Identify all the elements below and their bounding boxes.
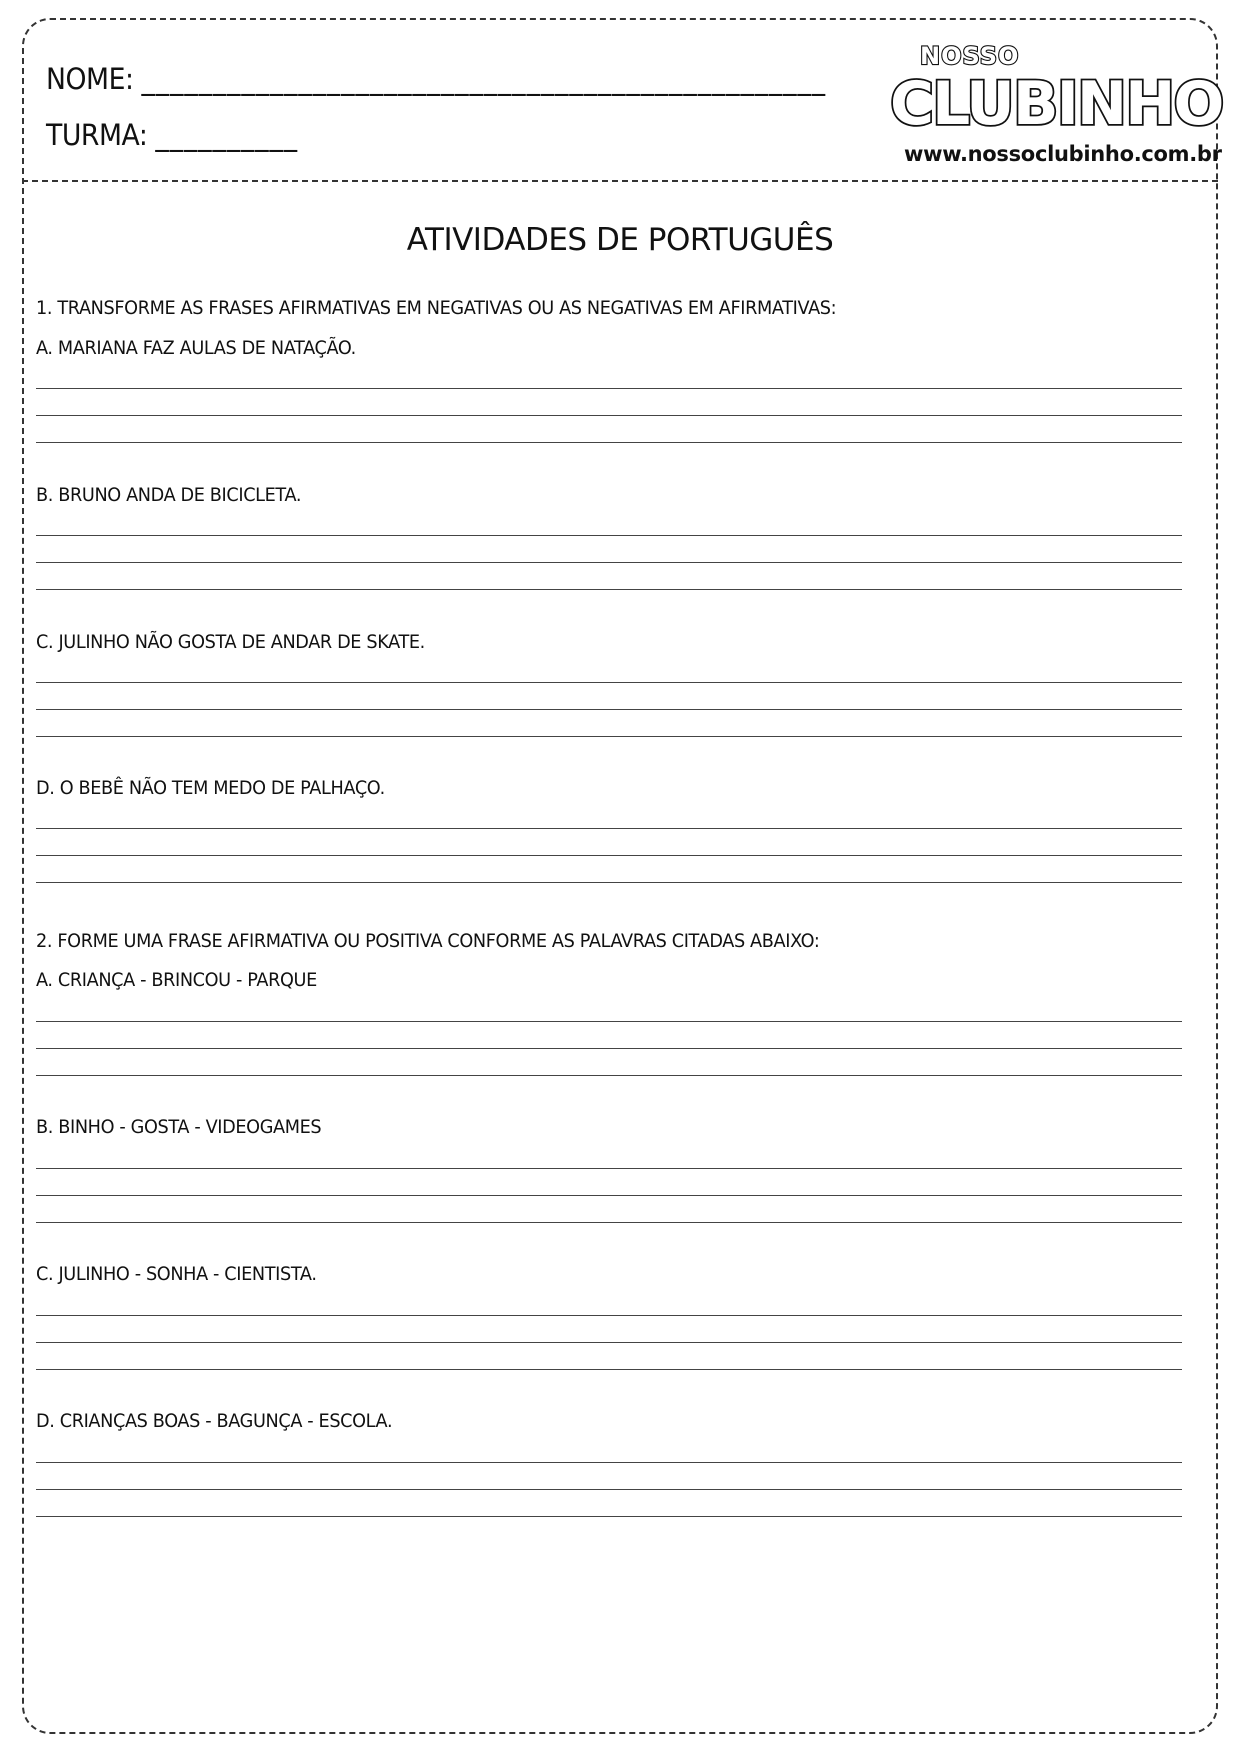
answer-line[interactable] (36, 562, 1182, 563)
name-label: NOME: (46, 62, 134, 96)
section1-instruction: 1. TRANSFORME AS FRASES AFIRMATIVAS EM NEGATIVAS OU AS NEGATIVAS EM AFIRMATIVAS: (36, 297, 837, 319)
answer-line[interactable] (36, 1222, 1182, 1223)
section2-item-a: A. CRIANÇA - BRINCOU - PARQUE (36, 969, 317, 991)
answer-line[interactable] (36, 709, 1182, 710)
section2-item-c: C. JULINHO - SONHA - CIENTISTA. (36, 1263, 317, 1285)
section1-item-b: B. BRUNO ANDA DE BICICLETA. (36, 484, 302, 506)
answer-line[interactable] (36, 1342, 1182, 1343)
section1-item-d: D. O BEBÊ NÃO TEM MEDO DE PALHAÇO. (36, 777, 385, 799)
answer-line[interactable] (36, 1369, 1182, 1370)
name-blank[interactable]: ________________________________________________ (141, 62, 827, 96)
answer-line[interactable] (36, 1489, 1182, 1490)
answer-line[interactable] (36, 736, 1182, 737)
nosso-clubinho-logo (880, 36, 1223, 146)
answer-line[interactable] (36, 1315, 1182, 1316)
logo-main-text: CLUBINHO (890, 69, 1223, 139)
answer-line[interactable] (36, 855, 1182, 856)
answer-line[interactable] (36, 682, 1182, 683)
section2-instruction: 2. FORME UMA FRASE AFIRMATIVA OU POSITIVA CONFORME AS PALAVRAS CITADAS ABAIXO: (36, 930, 820, 952)
answer-line[interactable] (36, 535, 1182, 536)
answer-line[interactable] (36, 415, 1182, 416)
class-field[interactable] (46, 118, 298, 152)
worksheet-border (22, 18, 1218, 1734)
class-label: TURMA: (46, 118, 148, 152)
answer-line[interactable] (36, 1168, 1182, 1169)
website-url[interactable]: www.nossoclubinho.com.br (904, 142, 1222, 166)
answer-line[interactable] (36, 1075, 1182, 1076)
answer-line[interactable] (36, 1021, 1182, 1022)
answer-line[interactable] (36, 1462, 1182, 1463)
page-title: ATIVIDADES DE PORTUGUÊS (406, 222, 834, 258)
class-blank[interactable]: __________ (155, 118, 299, 152)
answer-line[interactable] (36, 828, 1182, 829)
header-divider (22, 180, 1218, 182)
section2-item-d: D. CRIANÇAS BOAS - BAGUNÇA - ESCOLA. (36, 1410, 393, 1432)
answer-line[interactable] (36, 442, 1182, 443)
answer-line[interactable] (36, 1195, 1182, 1196)
section1-item-c: C. JULINHO NÃO GOSTA DE ANDAR DE SKATE. (36, 631, 425, 653)
section1-item-a: A. MARIANA FAZ AULAS DE NATAÇÃO. (36, 337, 356, 359)
section2-item-b: B. BINHO - GOSTA - VIDEOGAMES (36, 1116, 322, 1138)
logo-top-text: NOSSO (920, 42, 1020, 70)
answer-line[interactable] (36, 1048, 1182, 1049)
answer-line[interactable] (36, 1516, 1182, 1517)
answer-line[interactable] (36, 388, 1182, 389)
name-field[interactable] (46, 62, 826, 96)
answer-line[interactable] (36, 589, 1182, 590)
answer-line[interactable] (36, 882, 1182, 883)
